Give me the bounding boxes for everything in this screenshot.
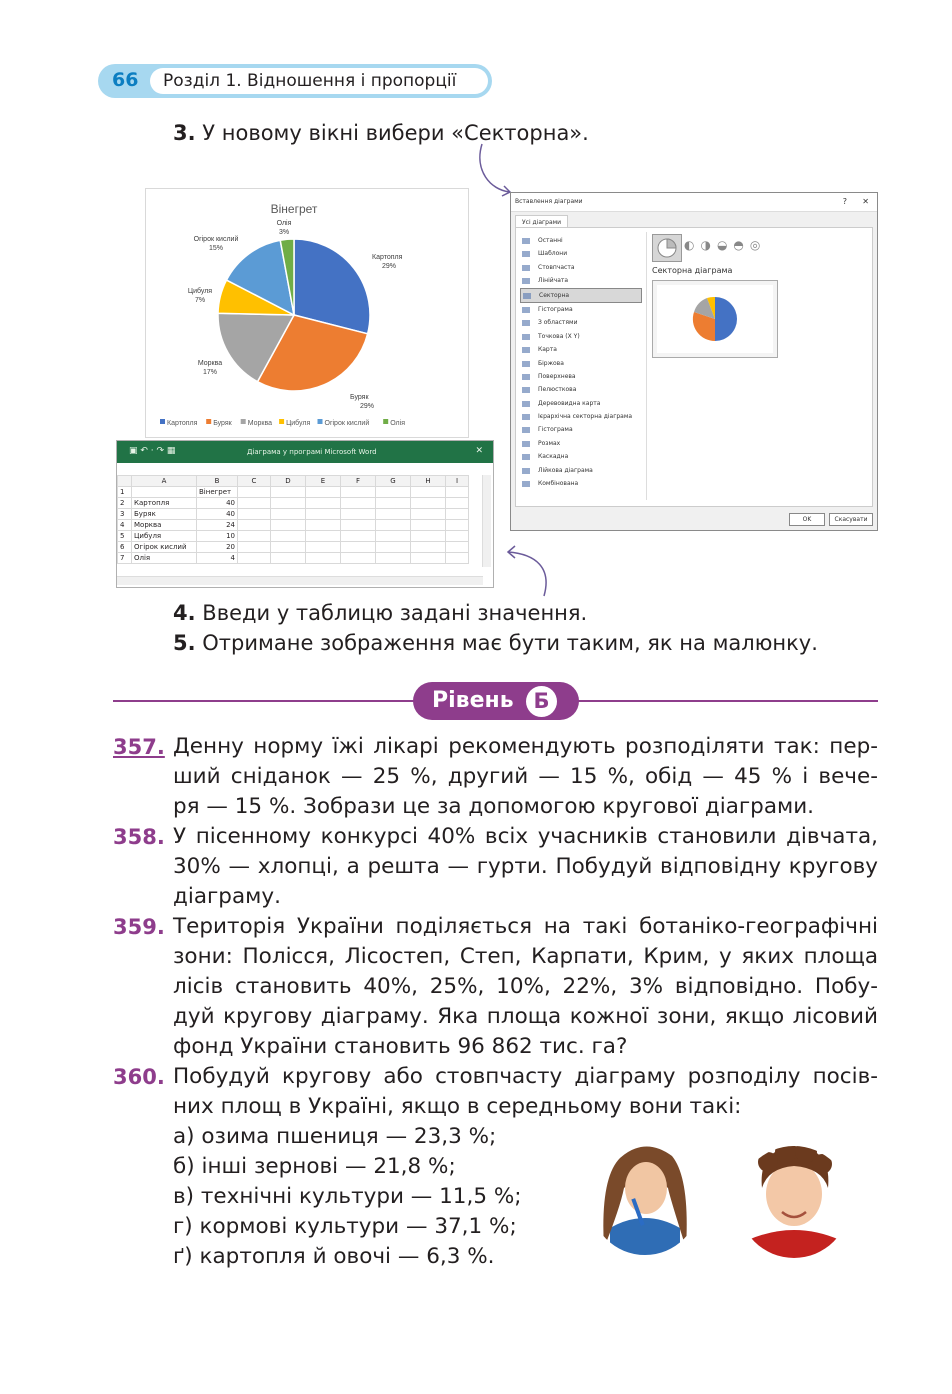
chart-type-label: Гістограма	[538, 305, 573, 313]
legend-label: Буряк	[213, 420, 232, 427]
step-5: 5. Отримане зображення має бути таким, як на малюнку.	[173, 631, 818, 655]
chart-type-icon	[522, 468, 530, 474]
chart-type-item[interactable]	[520, 274, 642, 287]
excel-titlebar	[117, 441, 493, 463]
step-3: 3. У новому вікні вибери «Секторна».	[173, 121, 589, 145]
chart-type-label: Стовпчаста	[538, 263, 575, 271]
chart-type-label: Розмах	[538, 439, 561, 447]
chapter-title: Розділ 1. Відношення і пропорції	[163, 71, 457, 91]
problem-line: У пісенному конкурсі 40% всіх учасників становили дівчата,	[173, 824, 878, 849]
problem-line: Побудуй кругову або стовпчасту діаграму розподілу посів-	[173, 1064, 878, 1089]
chart-type-item[interactable]	[520, 450, 642, 463]
excel-save-icon[interactable]: ▣ ↶ · ↷ ▦	[129, 446, 176, 456]
problem-line: дуй кругову діаграму. Яка площа кожної зони, якщо лісовий	[173, 1004, 878, 1029]
problem-line: діаграму.	[173, 884, 281, 909]
chart-type-item[interactable]	[520, 370, 642, 383]
problem-line: них площ в Україні, якщо в середньому вони такі:	[173, 1094, 742, 1119]
chart-type-item[interactable]	[520, 357, 642, 370]
insert-chart-dialog	[510, 192, 878, 531]
chart-type-label: Гістограма	[538, 426, 573, 434]
excel-row[interactable]: 6 Огірок кислий 20	[118, 542, 469, 553]
problem-line: б) інші зернові — 21,8 %;	[173, 1154, 456, 1179]
pie-label-name: Морква	[197, 360, 223, 367]
pie-label-name: Олія	[276, 220, 292, 227]
chart-type-item[interactable]	[520, 464, 642, 477]
legend-label: Олія	[390, 420, 405, 427]
chart-type-label: Деревовидна карта	[538, 399, 601, 407]
excel-vscroll[interactable]	[482, 475, 491, 567]
problem-line: 30% — хлопці, а решта — гурти. Побудуй відповідну кругову	[173, 854, 878, 879]
legend-swatch	[318, 419, 323, 424]
chart-type-label: Карта	[538, 346, 557, 354]
chart-type-label: Комбінована	[538, 480, 579, 488]
chart-type-icon	[522, 387, 530, 393]
chart-type-label: Секторна	[539, 291, 570, 299]
problem-line: а) озима пшениця — 23,3 %;	[173, 1124, 497, 1149]
problem-line: ший сніданок — 25 %, другий — 15 %, обід — 45 % і вече-	[173, 764, 878, 789]
chart-type-label: З областями	[538, 319, 578, 327]
chart-type-item[interactable]	[520, 247, 642, 260]
chart-type-item[interactable]	[520, 423, 642, 436]
problem-line: Територія України поділяється на такі ботаніко-географічні	[173, 914, 878, 939]
dialog-title: Вставлення діаграми	[515, 198, 583, 205]
problem-line: фонд України становить 96 862 тис. га?	[173, 1034, 628, 1059]
problem-line: зони: Полісся, Лісостеп, Степ, Карпати, Крим, у яких площа	[173, 944, 878, 969]
chart-type-item[interactable]	[520, 383, 642, 396]
chart-type-label: Каскадна	[538, 453, 569, 461]
pie-label-name: Цибуля	[187, 288, 213, 295]
pie-label-pct: 17%	[202, 369, 218, 376]
legend-swatch	[206, 419, 211, 424]
legend-label: Картопля	[167, 420, 198, 427]
chart-type-icon	[522, 401, 530, 407]
legend-label: Цибуля	[286, 420, 311, 427]
problem-line: ря — 15 %. Зобрази це за допомогою кругової діаграми.	[173, 794, 815, 819]
cancel-button[interactable]: Скасувати	[829, 513, 873, 526]
dialog-close-icon[interactable]: ✕	[862, 197, 869, 206]
excel-row[interactable]: 2 Картопля 40	[118, 498, 469, 509]
pie-label-pct: 29%	[360, 403, 375, 410]
chart-type-icon	[522, 307, 530, 313]
chart-type-icon	[522, 238, 530, 244]
pie-label-name: Огірок кислий	[193, 236, 239, 243]
legend-swatch	[241, 419, 246, 424]
page-number: 66	[112, 69, 139, 91]
arrow-to-table-icon	[500, 538, 560, 600]
chart-type-label: Лійкова діаграма	[538, 466, 593, 474]
chart-type-label: Шаблони	[538, 250, 568, 258]
pie-label-pct: 3%	[278, 229, 290, 236]
problem-line: ґ) картопля й овочі — 6,3 %.	[173, 1244, 495, 1269]
chart-type-label: Поверхнева	[538, 372, 576, 380]
chart-type-label: Точкова (X Y)	[538, 332, 580, 340]
step-4: 4. Введи у таблицю задані значення.	[173, 601, 588, 625]
chart-type-icon	[522, 347, 530, 353]
chart-type-item[interactable]	[520, 303, 642, 316]
problem-number-359: 359.	[113, 915, 165, 939]
excel-header-row: A B C D E F G H I	[118, 476, 469, 487]
dialog-body	[515, 227, 873, 507]
chart-type-item[interactable]	[520, 234, 642, 247]
legend-swatch	[383, 419, 388, 424]
pie-label-pct: 29%	[382, 263, 397, 270]
problem-line: в) технічні культури — 11,5 %;	[173, 1184, 522, 1209]
chart-type-icon	[522, 320, 530, 326]
chart-type-icon	[522, 427, 530, 433]
ok-button[interactable]: OK	[789, 513, 825, 526]
chart-type-icon	[522, 481, 530, 487]
legend-label: Огірок кислий	[324, 420, 370, 427]
level-letter: Б	[526, 686, 557, 717]
chart-type-icon	[522, 265, 530, 271]
legend-label: Морква	[247, 420, 272, 427]
chart-type-icon	[523, 293, 531, 299]
chart-type-item[interactable]	[520, 410, 642, 423]
problem-number-358: 358.	[113, 825, 165, 849]
chart-type-item[interactable]	[520, 316, 642, 329]
boy-illustration	[738, 1132, 850, 1258]
chart-type-item[interactable]	[520, 261, 642, 274]
chart-type-item[interactable]	[520, 397, 642, 410]
pie-label-pct: 15%	[208, 245, 224, 252]
level-label: Рівень	[432, 688, 514, 713]
pie-title: Вінегрет	[270, 202, 318, 216]
excel-row[interactable]: 7 Олія 4	[118, 553, 469, 564]
problem-number-360: 360.	[113, 1065, 165, 1089]
excel-row[interactable]: 3 Буряк 40	[118, 509, 469, 520]
pie-label-name: Картопля	[372, 254, 403, 261]
help-icon[interactable]: ?	[842, 197, 847, 206]
chart-type-icon	[522, 361, 530, 367]
chart-type-item[interactable]	[520, 288, 642, 303]
excel-row[interactable]: 4 Морква 24	[118, 520, 469, 531]
excel-row[interactable]: 5 Цибуля 10	[118, 531, 469, 542]
chart-type-label: Біржова	[538, 359, 564, 367]
chart-type-label: Ієрархічна секторна діаграма	[538, 413, 633, 421]
excel-hscroll[interactable]	[117, 576, 483, 585]
chart-type-label: Пелюсткова	[538, 386, 577, 394]
pie-label-pct: 7%	[194, 297, 206, 304]
girl-illustration	[590, 1138, 700, 1258]
legend-swatch	[279, 419, 284, 424]
divider	[646, 232, 647, 500]
chart-type-item[interactable]	[520, 477, 642, 490]
chart-type-icon	[522, 374, 530, 380]
chart-subtitle: Секторна діаграма	[652, 266, 733, 275]
problem-line: Денну норму їжі лікарі рекомендують розподіляти так: пер-	[173, 734, 878, 759]
chart-type-item[interactable]	[520, 437, 642, 450]
pie-subtype-selected[interactable]	[652, 234, 682, 262]
tab-all-charts[interactable]: Усі діаграми	[515, 215, 568, 229]
pie-chart-figure	[145, 188, 469, 438]
chart-type-icon	[522, 251, 530, 257]
pie-subtype-icons[interactable]: ◐◑◒◓◎	[684, 238, 767, 252]
chart-type-label: Лінійчата	[538, 277, 569, 285]
chart-type-label: Останні	[538, 237, 563, 244]
excel-window	[116, 440, 494, 588]
problem-line: лісів становить 40%, 25%, 10%, 22%, 3% відповідно. Побу-	[173, 974, 878, 999]
pie-chart	[146, 189, 468, 437]
chart-preview[interactable]	[652, 280, 778, 358]
dialog-titlebar	[511, 193, 877, 212]
chart-type-item[interactable]	[520, 343, 642, 356]
problem-number-357: 357.	[113, 735, 165, 759]
excel-close-icon[interactable]: ✕	[475, 446, 483, 456]
excel-row[interactable]: 1 Вінегрет	[118, 487, 469, 498]
pie-label-name: Буряк	[350, 394, 369, 401]
chart-type-item[interactable]	[520, 330, 642, 343]
chart-type-icon	[522, 334, 530, 340]
problem-line: г) кормові культури — 37,1 %;	[173, 1214, 517, 1239]
chart-type-list	[520, 234, 642, 490]
chart-type-icon	[522, 454, 530, 460]
chart-type-icon	[522, 278, 530, 284]
chart-type-icon	[522, 414, 530, 420]
chart-type-icon	[522, 441, 530, 447]
excel-grid	[117, 475, 469, 564]
excel-title: Діаграма у програмі Microsoft Word	[247, 448, 377, 456]
legend-swatch	[160, 419, 165, 424]
arrow-to-dialog-icon	[470, 140, 530, 200]
